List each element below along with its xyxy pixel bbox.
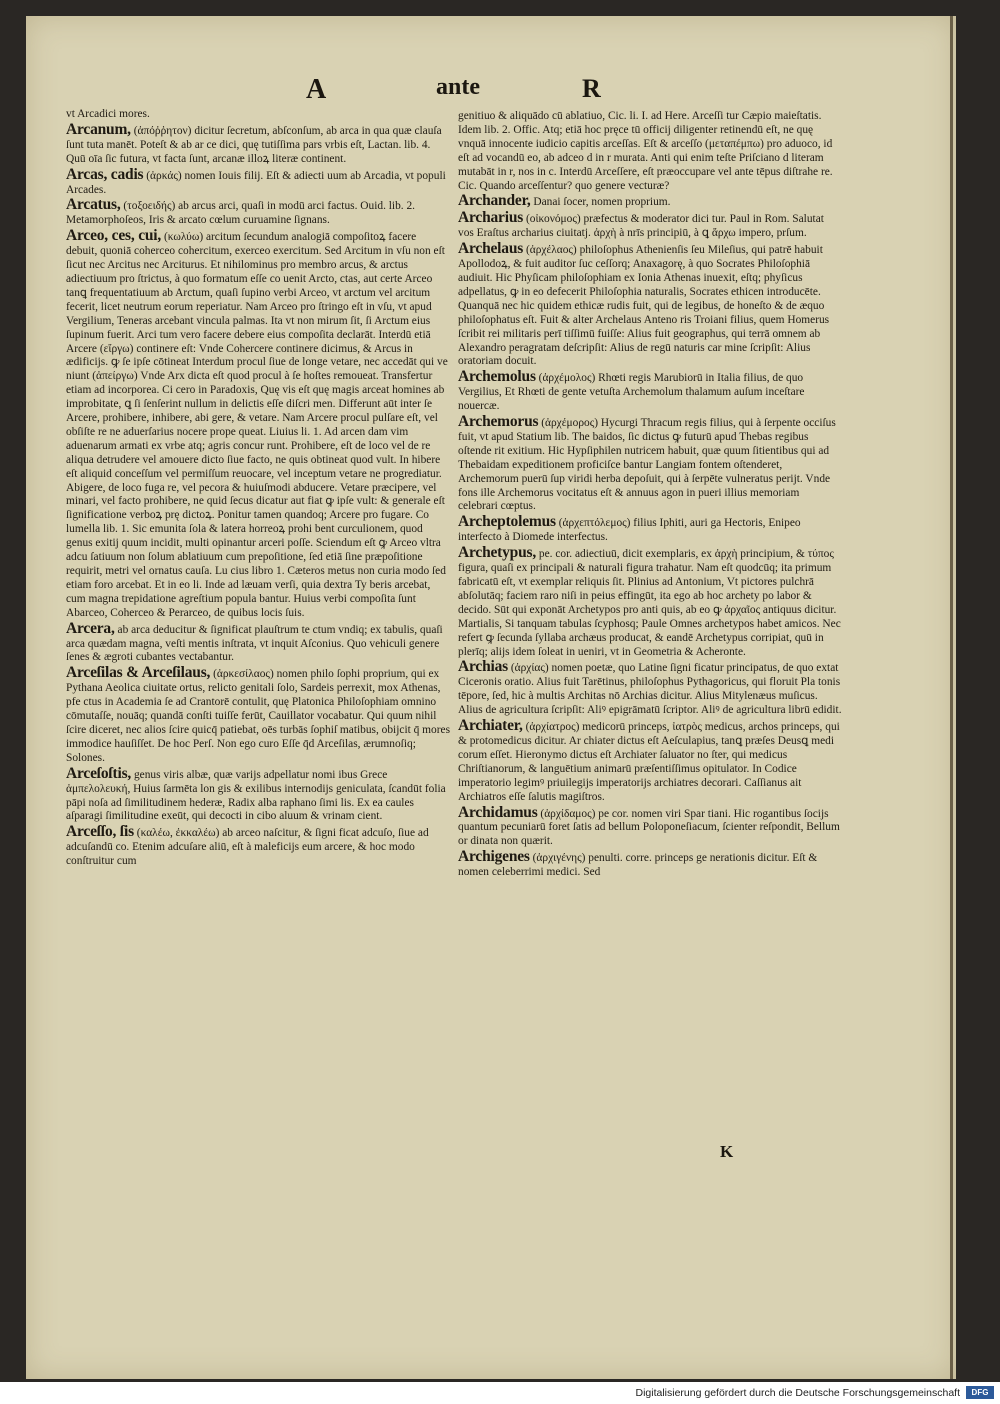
dictionary-entry [66,764,450,825]
catchword: K [720,1142,734,1161]
dictionary-entry [66,666,450,765]
entry-headword: Archetypus, [458,544,537,562]
entry-headword: Archemolus [458,368,536,386]
dictionary-entry [66,229,450,620]
entry-text: (ἀρχίδαμος) pe cor. nomen viri Spar tiani. Hic rogantibus ſocijs quantum pecuniarū foret ſatis ad bellum Poloponeſiacum, ſcienter reſpondit, Bellum or dinata non quærit. [458,807,840,848]
dfg-logo: DFG [966,1386,994,1399]
entry-headword: Archiater, [458,717,523,735]
entry-text: (καλέω, ἐκκαλέω) ab arceo naſcitur, & ſigni ficat adcuſo, ſiue ad adcuſandū co. Etenim adcuſare aliū, eſt à maleficijs eum arcere, & hoc modo conſtruitur cum [66,827,429,868]
entry-headword: Arceſſo, ſis [66,823,134,841]
dictionary-entry [66,198,450,228]
dictionary-entry [458,850,842,880]
entry-text: (οἰκονόμος) præfectus & moderator dici tur. Paul in Rom. Salutat vos Eraſtus archarius ciuitatj. ἀρχὴ à nrīs principiū, à ꝗ ἄρχω impero, prſum. [458,213,824,240]
entry-headword: Arceo, ces, cui, [66,227,162,245]
entry-text: (ἀρχίας) nomen poetæ, quo Latine ſigni ficatur principatus, de quo extat Ciceronis oratio. Alius fuit Tarētinus, philoſophus Pythagoricus, qui floruit Pla tonis tēpore, ſed, hic à multis Architas nō Archias dicitur. Alius Mitylenæus muſicus. Alius de agricultura ſcripſit: Aliꝰ epigrāmatū ſcriptor. Aliꝰ de agricultura librū edidit. [458,662,842,717]
entry-text: (ἀρχέλαος) philoſophus Athenienſis ſeu Mileſius, qui patrē habuit Apollodoꝝ, & fuit auditor ſuc ceſſorq; Anaxagorę, à quo Socrates Philoſophiā audiuit. Hic Phyſicam philoſophiam ex Ionia Athenas inuexit, eſtq; phyſicus adpellatus, ꝙ in eo defecerit Philoſophia naturalis, Socrates ethicen introducēte. Quanquā nec hic quidem ethicæ rudis fuit, qui de legibus, de honeſto & de æquo philoſophatus eſt. Fuit & alter Archelaus Anteno ris Troiani filius, quem Homerus ſcribit rei militaris perī tiſſimū fuiſſe: Alius fuit geographus, qui terrā omnem ab Alexandro peragratam deſcripſit: Alius de regū naturis car mine ſcripſit: Alius oratoriam docuit. [458,244,830,368]
entry-headword: Archeptolemus [458,513,556,531]
entry-text: Danai ſocer, nomen proprium. [533,196,671,209]
footer-credit: Digitalisierung gefördert durch die Deutsche Forschungsgemeinschaft [635,1387,960,1399]
entry-headword: Arcas, cadis [66,165,144,183]
entry-headword: Arcera, [66,619,115,637]
dictionary-entry [66,165,450,198]
dictionary-entry [66,619,450,666]
dictionary-entry [458,415,842,514]
dictionary-entry [458,110,842,193]
entry-text: (ἀρχεπτόλεμος) filius Iphiti, auri ga Hectoris, Enipeo interfecto à Diomede interfectus. [458,517,801,544]
entry-headword: Archander, [458,192,531,210]
entry-text: (ἀρχιγένης) penulti. corre. princeps ge nerationis dicitur. Eſt & nomen celeberrimi medici. Sed [458,852,818,879]
entry-headword: Arceſoſtis, [66,764,132,782]
entry-headword: Archelaus [458,240,524,258]
entry-text: (ἀρχέμολος) Rhœti regis Marubiorū in Italia filius, de quo Vergilius, Et Rhœti de gente vetuſta Archemolum thalamum auſum inceſtare nouercæ. [458,372,805,413]
footer-bar [0,1382,1000,1404]
left-column [66,108,450,869]
dictionary-entry [458,370,842,414]
entry-text: genus viris albæ, quæ varijs adpellatur nomi ibus Grece ἀμπελολευκή, Huius ſarmēta lon gis & exilibus internodijs geniculata, ſcandūt folia pāpi noſa ad ſimilitudinem hederæ, Radix alba raphano ſimi lis. Ex ea caules aſparagi ſimilitudine exeūt, qui decocti in cibo aluum & vrinam cient. [66,768,446,823]
entry-text: (ἀρχίατρος) medicorū princeps, ἰατρὸς medicus, archos princeps, qui & protomedicus dicitur. Ar chiater dictus eſt Aeſculapius, tanꝗ præſes Deusꝗ medi corum eſſet. Hieronymo dictus eſt Archiater ſaluator no ſter, qui medicus Chriſtianorum, & languētium animarū præſentiſſimus opitulator. In Codice imperatorio legimꝰ priuilegijs imperatorijs archiatres decorari. Caſſianus ait Archiatros eſſe ſalutis magiſtros. [458,721,840,803]
dictionary-entry [66,108,450,122]
entry-headword: Arcanum, [66,120,131,138]
dictionary-entry [458,546,842,659]
entry-text: (κωλύω) arcitum ſecundum analogiā compoſitoꝝ facere debuit, quoniā coherceo cohercitum, exerceo exercitum. Sed Arcitum in vſu non eſt ſicut nec Arcitus nec Arciturus. Et nihilominus pro membro arcus, & arctus adiectiuum pro ſtrictus, à quo formatum eſſe co uenit Arcto, ctas, aut certe Arceo tanꝗ frequentatiuum ab Arctum, quaſi ſupino verbi Arceo, vt arctum vel arcitum fecerit, licet neutrum eorum reperiatur. Nam Arceo pro ſtringo eſt in vſu, vt apud Vergilium, Teneras arcebant vincula palmas. Ita vt non mirum ſit, ſi Arctum eius ſupinum fuerit. Arci tum vero facere debere eius compoſita declarāt. Interdū etiā Arcere (εἴργω) continere eſt: Vnde Cohercere continere dicimus, & Arcus in ædificijs. ꝙ ſe ipſe cōtineat Interdum procul ſiue de longe vetare, nec accedāt qui ve niunt (ἀπείργω) Vnde Arx dicta eſt quod procul à ſe hoſtes remoueat. Transfertur etiam ad incorporea. Ci cero in Paradoxis, Quę vis eſt quę magis arceat homines ab improbitate, ꝗ ſi ſenſerint nullum in delictis eſſe diſcri men. Differunt aūt inter ſe Arcere, prohibere, inhibere, abi gere, & vetare. Nam Arcere procul pulſare eſt, vel obſiſte re ne aduerſarius nocere prope queat. Liuius li. 1. Ad arcen dam vim aduenarum armati ex vrbe atq; agris concur runt. Prohibere, eſt de loco vel de re aliqua detrudere vel amouere dicto ſiue facto, ne quis obtineat quod vult. In hibere eſt aliquid conceſſum vel permiſſum reuocare, vel inceptum vetare ne progrediatur. Abigere, de loco fuga re, vel pecora & huiuſmodi abducere. Vetare præcipere, vel minari, vel facto prohibere, ne quid ſecus dicatur aut fiat ꝙ ipſe vult: & generale eſt ſignificatione verboꝝ prę dictoꝝ. Ponitur tamen quandoq; Arcere pro fugare. Co lumella lib. 1. Sic emunita ſola & latera horreoꝝ prohi bent curculionem, quod genus exitij quum incidit, multi opinantur arceri poſſe. Sciendum eſt ꝙ Arceo vltra adcu ſatiuum non ſolum ablatiuum cum prepoſitione, ſed etiā ſine præpoſitione requirit, metri vel ornatus cauſa. Lu cius libro 1. Cæteros metus non curia modo ſed etiam foro arcebat. Et in eo li. Inde ad læuam verſi, quia dextra Ty beris arcebat, cum magna trepidatione agreſtium popula bantur. Huius verbi compoſita ſunt Abarceo, Coherceo & Perarceo, de quibus locis ſuis. [66,231,448,619]
page-edge [950,16,953,1379]
entry-text: (ἀρκεσίλαος) nomen philo ſophi proprium, qui ex Pythana Aeolica ciuitate ortus, relicto genitali ſolo, Sardeis perrexit, mox Athenas, pfe ctus in Academia ſe ad Crantorē contulit, quę Platonica Philoſophiam omnino cōmutaſſe, nouāq; quandā conſti tuiſſe ferūt, Cauillator vocabatur. Qui quum nihil ſcire diceret, nec alios ſcire quicq̄ patiebat, oēs turbās ſophiſ matibus, obijcit q̄ mores immodice hauſiſſet. De hoc Perſ. Non ego curo Eſſe q̄d Arceſilas, ærumnoſiq; Solones. [66,668,451,764]
entry-text: (τοξοειδής) ab arcus arci, quaſi in modū arci factus. Ouid. lib. 2. Metamorphoſeos, Iris & arcato cœlum curuamine ſignans. [66,200,416,227]
entry-headword: Archarius [458,209,524,227]
right-column [458,110,842,880]
running-head-center: ante [436,74,480,100]
entry-headword: Archigenes [458,848,530,866]
dictionary-entry [458,803,842,850]
dictionary-entry [66,120,450,167]
entry-headword: Arcatus, [66,196,121,214]
running-head-left: A [306,74,327,105]
dictionary-entry [458,719,842,804]
dictionary-entry [458,242,842,369]
entry-headword: Archias [458,658,508,676]
entry-text: genitiuo & aliquādo cū ablatiuo, Cic. li. I. ad Here. Arceſſi tur Cæpio maieſtatis. Idem lib. 2. Offic. Atq; etiā hoc pręce tū officij diligenter retinendū eſt, ne quę vnquā innocente iudicio capitis arceſſas. Eſt & arceſſo (μεταπέμπω) pro aduoco, id eſt ad vocandū eo, ab adceo d in r murata. Anti qui enim teſte Priſciano d literam mutabāt in r, nos in c. Interdū Arceſſere, eſt præoccupare vel ante tēpus diſtrahe re. Cic. Quando arceſſentur? quo genere vecturæ? [458,110,833,192]
dictionary-entry [66,825,450,869]
dictionary-entry [458,515,842,545]
running-head-right: R [582,74,601,103]
entry-text: (ἀρχέμορος) Hycurgi Thracum regis filius, qui à ſerpente occiſus fuit, vt apud Statium lib. The baidos, ſic dictus ꝙ futurū apud Thebas regibus oſtende rit exitium. Hic Hypſiphilen nutricem habuit, quæ quum ſitientibus qui ad Thebaidam expeditionem proficiſce bantur Langiam fontem oſtenderet, Archemorum puerū ſup viridi herba depoſuit, qui à ſerpēte vulneratus perijt. Vnde fons ille Archemorus vocitatus eſt & annuus agon in pueri illius memoriam celebrari cœptus. [458,417,836,513]
entry-text: vt Arcadici mores. [66,108,150,120]
dictionary-entry [458,211,842,241]
dictionary-entry [458,194,842,210]
entry-text: ab arca deducitur & ſignificat plauſtrum te ctum vndiq; ex tabulis, quaſi arca quædam magna, veſti mentis inſtrata, vt inquit Aſconius. Quo vehiculi genere ſenes & ægroti cubantes vectabantur. [66,623,443,664]
entry-headword: Arceſilas & Arceſilaus, [66,664,211,682]
entry-headword: Archidamus [458,803,538,821]
entry-headword: Archemorus [458,413,539,431]
entry-text: pe. cor. adiectiuū, dicit exemplaris, ex ἀρχὴ principium, & τύπος figura, quaſi ex principali & naturali figura trahatur. Nam eſt quodcūq; ita primum fabricatū eſt, vt exemplar reliquis ſit. Plinius ad Antonium, Vt pictores pulchrā abſolutāq; faciem raro niſi in peius effingūt, ita ego ab hoc archety po labor & decido. Sūt qui exponāt Archetypos pro anti quis, ab eo ꝙ ἀρχαῖος antiquus dicitur. Martialis, Si tanquam tabulas ſcyphosq; Paule Omnes archetypos habet amicos. Nec refert ꝙ ſecunda ſyllaba archæus producat, & eandē Archetypus corripiat, quū in plerīq; alijs idem ſoleat in ueniri, vt in Geometria & Acheronte. [458,548,841,658]
dictionary-entry [458,660,842,718]
entry-text: (ἀπόῤῥητον) dicitur ſecretum, abſconſum, ab arca in qua quæ clauſa ſunt tuta manēt. Poteſt & ab ar ce dici, quę tutiſſima pars vrbis eſt, Lactan. lib. 4. Quū oīa ſic futura, vt facta ſunt, arcanæ illoꝝ literæ continent. [66,124,442,165]
entry-text: (ἀρκάς) nomen Iouis filij. Eſt & adiecti uum ab Arcadia, vt populi Arcades. [66,169,446,196]
